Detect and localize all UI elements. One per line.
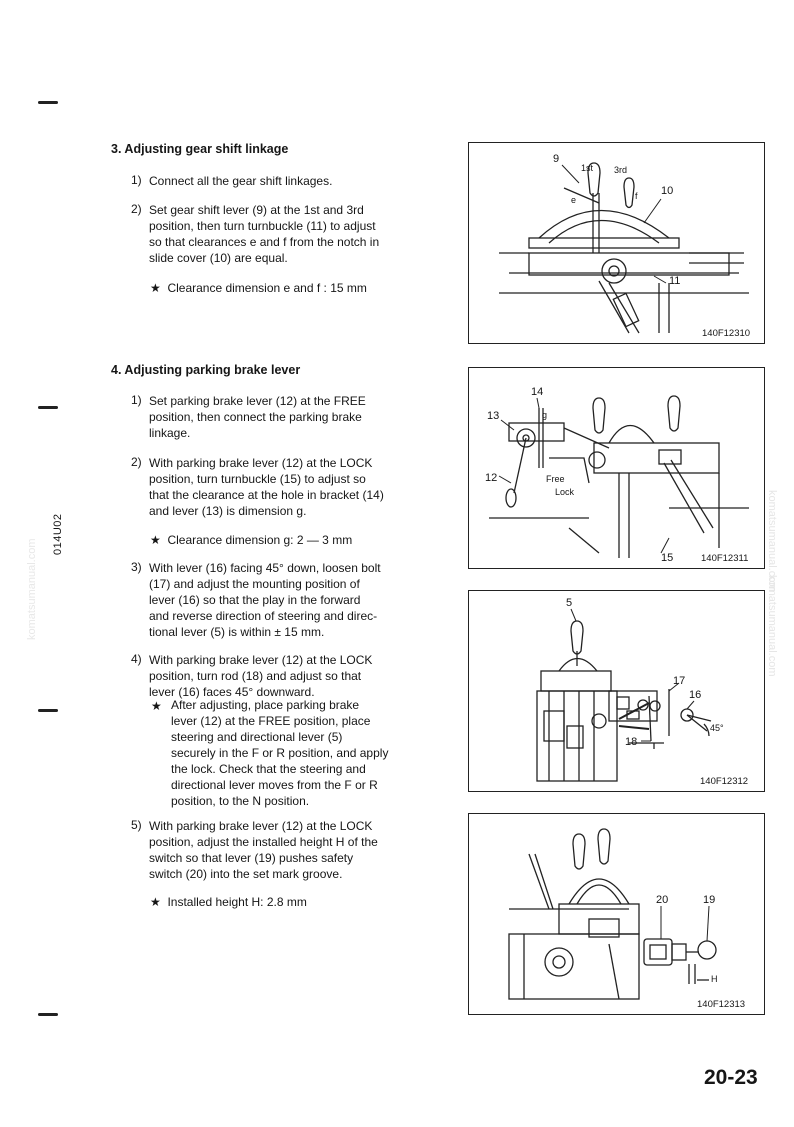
- page-number: 20-23: [704, 1066, 758, 1089]
- callout-20: 20: [656, 894, 669, 906]
- callout-12: 12: [485, 472, 498, 484]
- figure-id: 140F12310: [702, 328, 751, 339]
- callout-17: 17: [673, 675, 686, 687]
- callout-free: Free: [546, 474, 565, 484]
- step-number: 2): [131, 202, 142, 216]
- callout-45: 45°: [710, 723, 724, 733]
- step-text: With parking brake lever (12) at the LOCK position, turn rod (18) and adjust so that lever (16) faces 45° downward.: [149, 653, 373, 699]
- callout-5: 5: [566, 597, 573, 609]
- step-number: 1): [131, 393, 142, 407]
- step-text: Connect all the gear shift linkages.: [149, 174, 333, 188]
- note-line: [150, 532, 352, 548]
- callout-h: H: [711, 974, 718, 984]
- star-icon: ★: [150, 281, 161, 295]
- callout-18: 18: [625, 736, 638, 748]
- watermark-left: komatsumanual.com: [26, 538, 38, 640]
- section-4-title: 4. Adjusting parking brake lever: [111, 363, 301, 377]
- note-line: [150, 280, 367, 296]
- step-number: 5): [131, 818, 142, 832]
- callout-f: f: [635, 191, 638, 201]
- callout-lock: Lock: [555, 487, 575, 497]
- callout-g: g: [542, 410, 548, 420]
- watermark-right: komatsumanual.com: [766, 490, 778, 592]
- parking-brake-diagram: [469, 368, 764, 568]
- figure-gear-shift-linkage: [468, 142, 765, 344]
- star-icon: ★: [150, 533, 161, 547]
- section-3-title: 3. Adjusting gear shift linkage: [111, 142, 289, 156]
- callout-1st: 1st: [581, 163, 594, 173]
- document-code: 014U02: [52, 513, 64, 555]
- figure-safety-switch: [468, 813, 765, 1015]
- figure-id: 140F12312: [700, 776, 749, 787]
- note-text: Clearance dimension e and f : 15 mm: [167, 281, 367, 295]
- step-text: With parking brake lever (12) at the LOCK position, adjust the installed height H of the switch so that lever (19) pushes safety switch (20) into the set mark groove.: [149, 819, 378, 881]
- callout-11: 11: [669, 275, 681, 287]
- callout-e: e: [571, 195, 577, 205]
- sub-note-text: After adjusting, place parking brake lever (12) at the FREE position, place steering and directional lever (5) securely in the F or R position, and apply the lock. Check that the steering and directional lever moves from the F or R position, to the N position.: [171, 698, 389, 808]
- figure-parking-brake-lever: [468, 367, 765, 569]
- note-line: [150, 894, 307, 910]
- star-icon: ★: [150, 895, 161, 909]
- callout-14: 14: [531, 386, 544, 398]
- callout-13: 13: [487, 410, 500, 422]
- step-number: 4): [131, 652, 142, 666]
- margin-mark: [38, 709, 58, 712]
- safety-switch-diagram: [469, 814, 764, 1014]
- figure-id: 140F12313: [697, 999, 746, 1010]
- step-text: With parking brake lever (12) at the LOCK position, turn turnbuckle (15) to adjust so that the clearance at the hole in bracket (14) and lever (13) is dimension g.: [149, 456, 384, 518]
- step-number: 2): [131, 455, 142, 469]
- note-text: Clearance dimension g: 2 — 3 mm: [167, 533, 353, 547]
- step-text: With lever (16) facing 45° down, loosen bolt (17) and adjust the mounting position of lever (16) so that the play in the forward and reverse direction of steering and direc- tional lever (5) is within ± 15 mm.: [149, 561, 381, 639]
- callout-16: 16: [689, 689, 702, 701]
- lever-adjustment-diagram: [469, 591, 764, 791]
- note-text: Installed height H: 2.8 mm: [167, 895, 307, 909]
- watermark-right-2: komatsumanual.com: [766, 575, 778, 677]
- callout-3rd: 3rd: [614, 165, 628, 175]
- callout-9: 9: [553, 153, 560, 165]
- figure-lever-adjustment: [468, 590, 765, 792]
- margin-mark: [38, 1013, 58, 1016]
- callout-19: 19: [703, 894, 716, 906]
- figure-id: 140F12311: [701, 553, 749, 564]
- step-number: 3): [131, 560, 142, 574]
- callout-10: 10: [661, 185, 674, 197]
- callout-15: 15: [661, 552, 674, 564]
- margin-mark: [38, 406, 58, 409]
- step-number: 1): [131, 173, 142, 187]
- step-text: Set parking brake lever (12) at the FREE position, then connect the parking brake linkage.: [149, 394, 366, 440]
- step-text: Set gear shift lever (9) at the 1st and 3rd position, then turn turnbuckle (11) to adjust so that clearances e and f from the notch in slide cover (10) are equal.: [149, 203, 380, 265]
- margin-mark: [38, 101, 58, 104]
- star-icon: ★: [151, 699, 162, 713]
